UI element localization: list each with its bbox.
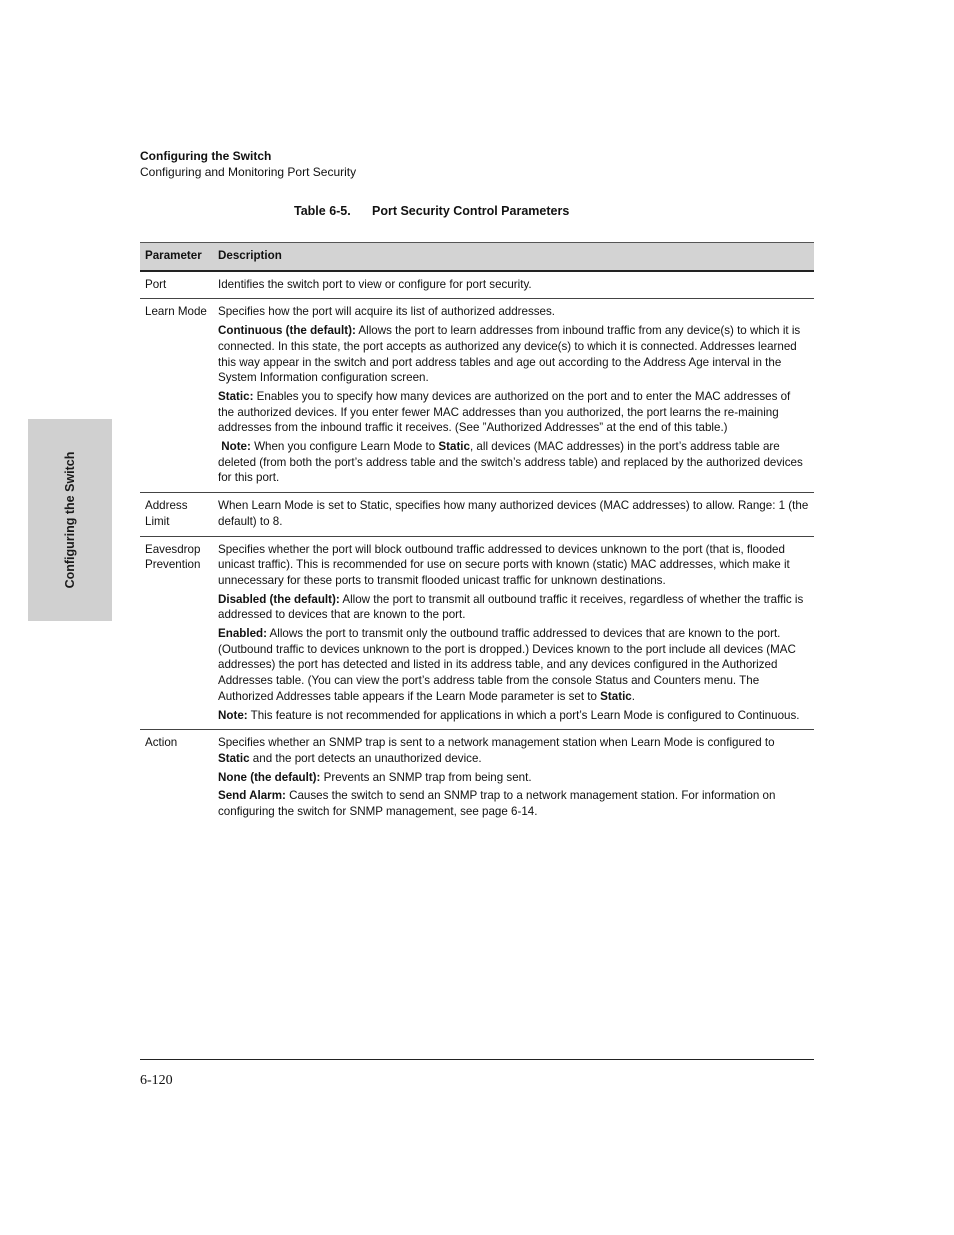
table-caption-title: Port Security Control Parameters bbox=[372, 204, 570, 218]
inline-strong: Static bbox=[218, 751, 250, 765]
running-head-chapter: Configuring the Switch bbox=[140, 149, 272, 163]
table-row bbox=[140, 536, 814, 730]
description-paragraph bbox=[218, 626, 809, 705]
side-tab-label: Configuring the Switch bbox=[63, 451, 77, 589]
table-row bbox=[140, 493, 814, 536]
term-enabled: Enabled: bbox=[218, 627, 267, 641]
description-paragraph bbox=[218, 439, 809, 486]
param-cell: Address Limit bbox=[140, 493, 213, 536]
note-label: Note: bbox=[221, 440, 251, 454]
table-row bbox=[140, 299, 814, 493]
paragraph-text: This feature is not recommended for applications in which a port’s Learn Mode is configured to Continuous. bbox=[247, 708, 800, 722]
paragraph-text: Allows the port to transmit only the outbound traffic addressed to devices that are known to the port. (Outbound traffic to devices unknown to the port is dropped.) Devices known to the port include all devices (MAC addresses) the port has detected and listed in its address table, and any devices configured in the Authorized Addresses table. (You can view the port’s address table from the console Status and Counters menu. The Authorized Addresses table appears if the Learn Mode parameter is set to bbox=[218, 627, 796, 703]
term-none: None (the default): bbox=[218, 770, 321, 784]
table-row bbox=[140, 730, 814, 826]
description-paragraph bbox=[218, 770, 809, 786]
term-send-alarm: Send Alarm: bbox=[218, 789, 286, 803]
running-head bbox=[140, 148, 356, 180]
table-caption-number: Table 6-5. bbox=[294, 204, 351, 218]
page-number: 6-120 bbox=[140, 1073, 173, 1088]
description-paragraph: Specifies how the port will acquire its list of authorized addresses. bbox=[218, 305, 556, 319]
table-caption bbox=[294, 204, 569, 218]
paragraph-text: Causes the switch to send an SNMP trap to a network management station. For information on configuring the switch for SNMP management, see page 6-14. bbox=[218, 789, 776, 819]
description-cell bbox=[213, 271, 814, 299]
description-cell bbox=[213, 536, 814, 730]
param-cell: Port bbox=[140, 271, 213, 299]
description-paragraph bbox=[218, 708, 809, 724]
description-paragraph bbox=[218, 592, 809, 623]
chapter-side-tab bbox=[28, 419, 112, 621]
table-header-row bbox=[140, 243, 814, 271]
note-label: Note: bbox=[218, 708, 248, 722]
paragraph-text: Specifies whether an SNMP trap is sent to a network management station when Learn Mode is configured to bbox=[218, 736, 775, 750]
description-cell bbox=[213, 493, 814, 536]
description-paragraph: Specifies whether the port will block outbound traffic addressed to devices unknown to the port (that is, flooded unicast traffic). This is recommended for use on secure ports with known (static) MAC addresses, which make it unnecessary for these ports to transmit flooded unicast traffic for unknown destinations. bbox=[218, 542, 790, 587]
inline-strong: Static bbox=[438, 440, 470, 454]
description-cell bbox=[213, 730, 814, 826]
paragraph-text: , all devices (MAC addresses) in the port’s address table are deleted (from both the port’s address table and the switch’s address table) and replaced by the authorized devices for this port. bbox=[218, 440, 803, 485]
param-cell: Learn Mode bbox=[140, 299, 213, 493]
paragraph-text: Allows the port to learn addresses from inbound traffic from any device(s) to which it is connected. In this state, the port accepts as authorized any device(s) to which it is connected. Addresses learned this way appear in the switch and port address tables and age out according to the Address Age interval in the System Information configuration screen. bbox=[218, 324, 801, 385]
inline-strong: Static bbox=[600, 689, 632, 703]
description-paragraph bbox=[218, 323, 809, 386]
description-paragraph: When Learn Mode is set to Static, specifies how many authorized devices (MAC addresses) to allow. Range: 1 (the default) to 8. bbox=[218, 499, 809, 528]
term-disabled: Disabled (the default): bbox=[218, 592, 340, 606]
description-cell bbox=[213, 299, 814, 493]
description-paragraph: Identifies the switch port to view or configure for port security. bbox=[218, 277, 532, 291]
paragraph-text: When you configure Learn Mode to bbox=[250, 440, 439, 454]
term-continuous: Continuous (the default): bbox=[218, 324, 356, 338]
param-cell: Eavesdrop Prevention bbox=[140, 536, 213, 730]
description-paragraph bbox=[218, 788, 809, 819]
header-parameter: Parameter bbox=[140, 243, 213, 271]
term-static: Static: bbox=[218, 389, 254, 403]
table-row bbox=[140, 271, 814, 299]
param-cell: Action bbox=[145, 736, 178, 750]
footer-rule bbox=[140, 1059, 814, 1060]
description-paragraph bbox=[218, 735, 809, 766]
port-security-parameters-table bbox=[140, 242, 814, 826]
header-description: Description bbox=[213, 243, 814, 271]
running-head-section: Configuring and Monitoring Port Security bbox=[140, 165, 357, 179]
description-paragraph bbox=[218, 389, 809, 436]
paragraph-text: Allow the port to transmit all outbound traffic it receives, regardless of whether the traffic is addressed to devices that are known to the port. bbox=[218, 592, 804, 622]
paragraph-text: Prevents an SNMP trap from being sent. bbox=[320, 770, 532, 784]
paragraph-text: and the port detects an unauthorized device. bbox=[249, 751, 482, 765]
paragraph-text: . bbox=[631, 689, 635, 703]
paragraph-text: Enables you to specify how many devices are authorized on the port and to enter the MAC addresses of the authorized devices. If you enter fewer MAC addresses than you authorized, the port learns the re-maining addresses from the inbound traffic it receives. (See ”Authorized Addresses” at the end of this table.) bbox=[218, 389, 791, 435]
